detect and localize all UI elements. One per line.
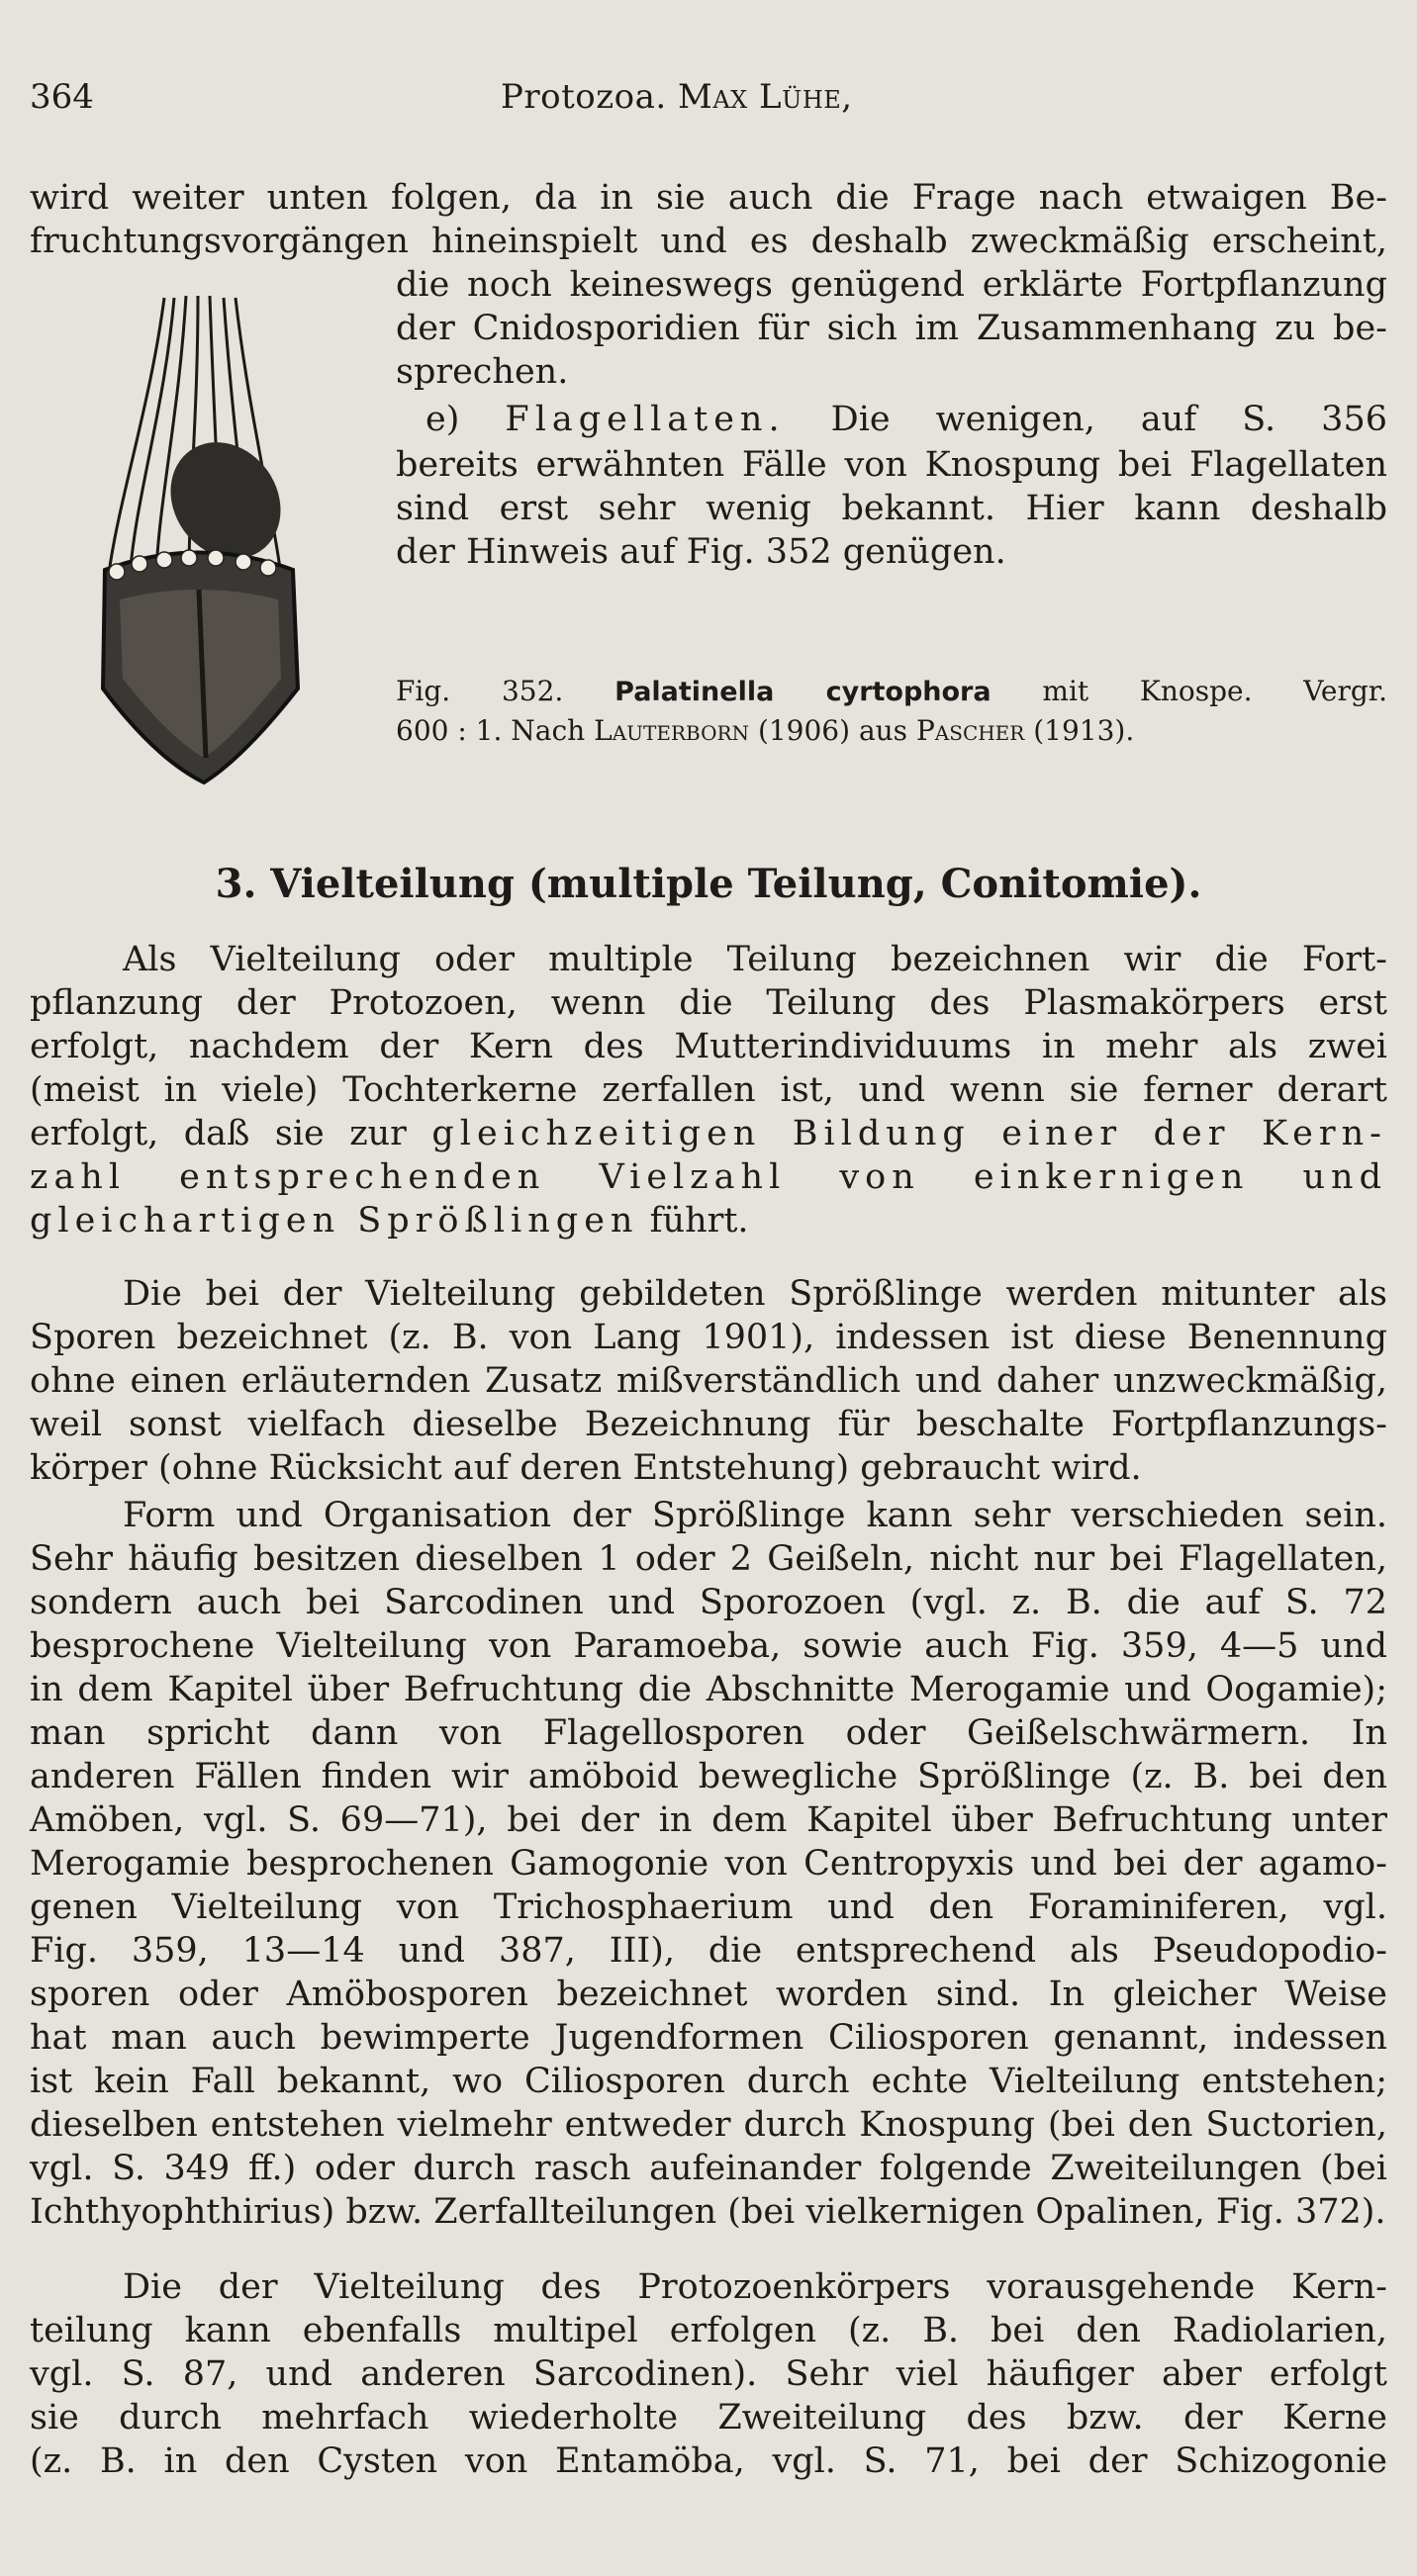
text-line: Merogamie besprochenen Gamogonie von Centropyxis und bei der agamo-: [30, 1844, 1387, 1884]
text-line: wird weiter unten folgen, da in sie auch die Frage nach etwaigen Be-: [30, 178, 1387, 218]
caption-text: (1913).: [1033, 714, 1135, 747]
text-span: Die wenigen, auf S. 356: [830, 400, 1387, 439]
text-line: der Hinweis auf Fig. 352 genügen.: [396, 532, 1006, 572]
text-line: Form und Organisation der Sprößlinge kann sehr verschieden sein.: [123, 1496, 1387, 1535]
text-line: Sehr häufig besitzen dieselben 1 oder 2 Geißeln, nicht nur bei Flagellaten,: [30, 1539, 1387, 1579]
spaced-emphasis-line: zahl entsprechenden Vielzahl von einkernigen und: [30, 1157, 1387, 1197]
caption-text: mit Knospe. Vergr.: [1042, 675, 1388, 707]
page-header: [30, 77, 1387, 127]
figure-palatinella: [95, 293, 313, 787]
text-line: besprochene Vielteilung von Paramoeba, sowie auch Fig. 359, 4—5 und: [30, 1626, 1387, 1666]
text-line: Amöben, vgl. S. 69—71), bei der in dem Kapitel über Befruchtung unter: [30, 1800, 1387, 1840]
text-line: vgl. S. 87, und anderen Sarcodinen). Sehr viel häufiger aber erfolgt: [30, 2354, 1387, 2394]
caption-text: (1906) aus: [757, 714, 908, 747]
caption-text: 600 : 1. Nach: [396, 714, 586, 747]
text-line: sprechen.: [396, 352, 569, 392]
text-line: sondern auch bei Sarcodinen und Sporozoen (vgl. z. B. die auf S. 72: [30, 1583, 1387, 1622]
spaced-emphasis: gleichartigen Sprößlingen: [30, 1201, 639, 1241]
figure-illustration: [95, 293, 313, 787]
text-line: sie durch mehrfach wiederholte Zweiteilung des bzw. der Kerne: [30, 2398, 1387, 2438]
text-line: Sporen bezeichnet (z. B. von Lang 1901), indessen ist diese Benennung: [30, 1318, 1387, 1357]
section-heading: 3. Vielteilung (multiple Teilung, Conitomie).: [215, 861, 1202, 907]
text-line: Fig. 359, 13—14 und 387, III), die entsprechend als Pseudopodio-: [30, 1931, 1387, 1971]
text-line: Als Vielteilung oder multiple Teilung bezeichnen wir die Fort-: [123, 940, 1387, 979]
caption-species: Palatinella cyrtophora: [614, 677, 992, 707]
text-line: ist kein Fall bekannt, wo Ciliosporen durch echte Vielteilung entstehen;: [30, 2062, 1387, 2101]
running-head-title: Protozoa.: [501, 77, 667, 117]
running-head: [501, 77, 853, 117]
figure-caption-line-2: [396, 712, 1387, 750]
spaced-emphasis: gleichzeitigen Bildung einer der Kern-: [431, 1114, 1387, 1153]
text-span: führt.: [649, 1201, 749, 1241]
text-line: die noch keineswegs genügend erklärte Fortpflanzung: [396, 265, 1387, 305]
flagellaten-line: [425, 398, 1387, 441]
figure-caption: [396, 673, 1387, 711]
text-line: sind erst sehr wenig bekannt. Hier kann deshalb: [396, 489, 1387, 528]
text-line: [30, 1112, 1387, 1155]
subsection-label: Flagellaten.: [505, 400, 786, 439]
text-line: fruchtungsvorgängen hineinspielt und es deshalb zweckmäßig erscheint,: [30, 222, 1387, 261]
page-number: 364: [30, 77, 94, 117]
caption-fig: Fig. 352.: [396, 675, 564, 707]
running-head-author: Max Lühe,: [678, 77, 853, 117]
text-line: (meist in viele) Tochterkerne zerfallen ist, und wenn sie ferner derart: [30, 1070, 1387, 1110]
text-line: Ichthyophthirius) bzw. Zerfallteilungen (bei vielkernigen Opalinen, Fig. 372).: [30, 2192, 1386, 2232]
text-line: körper (ohne Rücksicht auf deren Entstehung) gebraucht wird.: [30, 1448, 1142, 1488]
item-letter: e): [425, 400, 460, 439]
text-line: dieselben entstehen vielmehr entweder durch Knospung (bei den Suctorien,: [30, 2105, 1387, 2145]
text-line: genen Vielteilung von Trichosphaerium und den Foraminiferen, vgl.: [30, 1887, 1387, 1927]
text-line: (z. B. in den Cysten von Entamöba, vgl. S. 71, bei der Schizogonie: [30, 2441, 1387, 2481]
text-line: in dem Kapitel über Befruchtung die Abschnitte Merogamie und Oogamie);: [30, 1670, 1387, 1709]
text-line: man spricht dann von Flagellosporen oder Geißelschwärmern. In: [30, 1713, 1387, 1753]
text-line: anderen Fällen finden wir amöboid bewegliche Sprößlinge (z. B. bei den: [30, 1757, 1387, 1796]
text-line: sporen oder Amöbosporen bezeichnet worden sind. In gleicher Weise: [30, 1975, 1387, 2014]
text-line: hat man auch bewimperte Jugendformen Ciliosporen genannt, indessen: [30, 2018, 1387, 2058]
caption-author: Lauterborn: [594, 714, 750, 747]
text-line: [30, 1199, 1387, 1242]
text-span: erfolgt, daß sie zur: [30, 1114, 407, 1153]
caption-author: Pascher: [915, 714, 1025, 747]
text-line: bereits erwähnten Fälle von Knospung bei Flagellaten: [396, 445, 1387, 485]
text-line: teilung kann ebenfalls multipel erfolgen (z. B. bei den Radiolarien,: [30, 2311, 1387, 2350]
text-line: vgl. S. 349 ff.) oder durch rasch aufeinander folgende Zweiteilungen (bei: [30, 2149, 1387, 2188]
text-line: weil sonst vielfach dieselbe Bezeichnung für beschalte Fortpflanzungs-: [30, 1405, 1387, 1444]
text-line: pflanzung der Protozoen, wenn die Teilung des Plasmakörpers erst: [30, 983, 1387, 1023]
text-line: Die bei der Vielteilung gebildeten Sprößlinge werden mitunter als: [123, 1274, 1387, 1314]
text-line: der Cnidosporidien für sich im Zusammenhang zu be-: [396, 309, 1387, 348]
text-line: ohne einen erläuternden Zusatz mißverständlich und daher unzweckmäßig,: [30, 1361, 1387, 1401]
text-line: erfolgt, nachdem der Kern des Mutterindividuums in mehr als zwei: [30, 1027, 1387, 1066]
text-line: Die der Vielteilung des Protozoenkörpers vorausgehende Kern-: [123, 2267, 1387, 2307]
